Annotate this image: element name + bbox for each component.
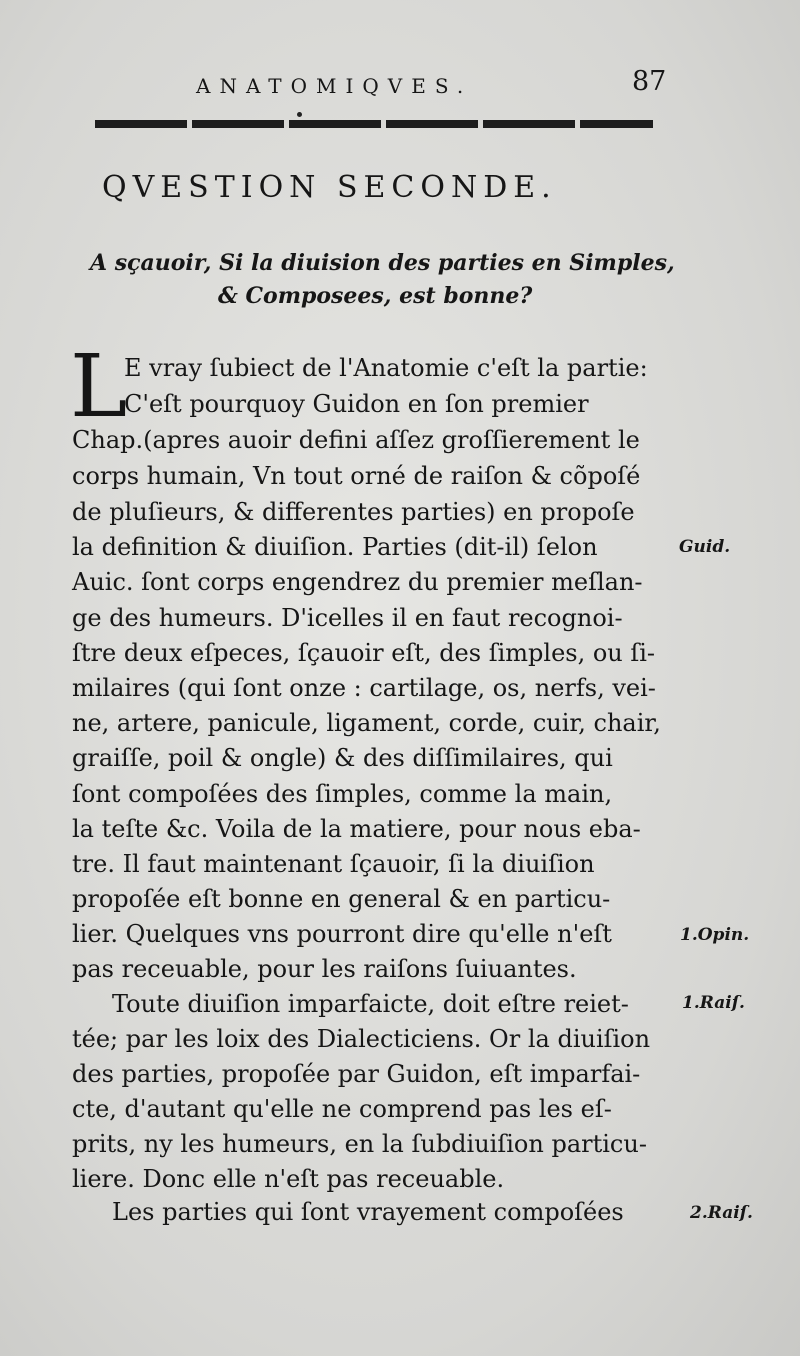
page-number: 87	[632, 66, 667, 97]
body-line: pas receuable, pour les raiſons ſuiuantes.	[72, 955, 577, 983]
body-line: Chap.(apres auoir defini aſſez groſſierement le	[72, 426, 640, 454]
body-line: la teſte &c. Voila de la matiere, pour nous eba-	[72, 815, 641, 843]
body-line: tre. Il faut maintenant ſçauoir, ſi la diuiſion	[72, 850, 595, 878]
subtitle-line-2: & Composees, est bonne?	[218, 283, 533, 309]
margin-note-raison-2: 2.Raiſ.	[690, 1203, 753, 1223]
body-line: E vray ſubiect de l'Anatomie c'eſt la partie:	[124, 354, 648, 382]
body-line: graiſſe, poil & ongle) & des diſſimilaires, qui	[72, 744, 613, 772]
body-line: des parties, propoſée par Guidon, eſt imparfai-	[72, 1060, 641, 1088]
margin-note-guid: Guid.	[679, 537, 731, 557]
body-line: ge des humeurs. D'icelles il en faut recognoi-	[72, 604, 623, 632]
body-line: corps humain, Vn tout orné de raiſon & cõpoſé	[72, 462, 641, 490]
question-title: QVESTION SECONDE.	[102, 170, 557, 205]
body-line: Auic. ſont corps engendrez du premier meſlan-	[72, 568, 643, 596]
body-line: lier. Quelques vns pourront dire qu'elle n'eſt	[72, 920, 612, 948]
subtitle-line-1: A sçauoir, Si la diuision des parties en Simples,	[90, 250, 675, 276]
margin-note-opinion: 1.Opin.	[680, 925, 750, 945]
body-line: C'eſt pourquoy Guidon en ſon premier	[124, 390, 589, 418]
body-line: cte, d'autant qu'elle ne comprend pas les eſ-	[72, 1095, 612, 1123]
margin-note-raison-1: 1.Raiſ.	[682, 993, 745, 1013]
body-line: de pluſieurs, & differentes parties) en propoſe	[72, 498, 635, 526]
body-line: prits, ny les humeurs, en la ſubdiuiſion particu-	[72, 1130, 647, 1158]
drop-cap: L	[70, 337, 128, 437]
body-line: tée; par les loix des Dialecticiens. Or la diuiſion	[72, 1025, 651, 1053]
body-line: ſont compoſées des ſimples, comme la main,	[72, 780, 613, 808]
body-line: liere. Donc elle n'eſt pas receuable.	[72, 1165, 505, 1193]
running-head: ANATOMIQVES.	[196, 74, 473, 98]
header-rule	[95, 120, 653, 128]
body-line: ſtre deux eſpeces, ſçauoir eſt, des ſimples, ou ſi-	[72, 639, 656, 667]
header-rule-dot	[297, 112, 302, 117]
body-line: ne, artere, panicule, ligament, corde, cuir, chair,	[72, 709, 661, 737]
body-line: la definition & diuiſion. Parties (dit-il) ſelon	[72, 533, 598, 561]
body-line: propoſée eſt bonne en general & en particu-	[72, 885, 611, 913]
body-line: Les parties qui ſont vrayement compoſées	[112, 1198, 624, 1226]
body-line: Toute diuiſion imparfaicte, doit eſtre reiet-	[112, 990, 629, 1018]
body-line: milaires (qui ſont onze : cartilage, os, nerfs, vei-	[72, 674, 656, 702]
